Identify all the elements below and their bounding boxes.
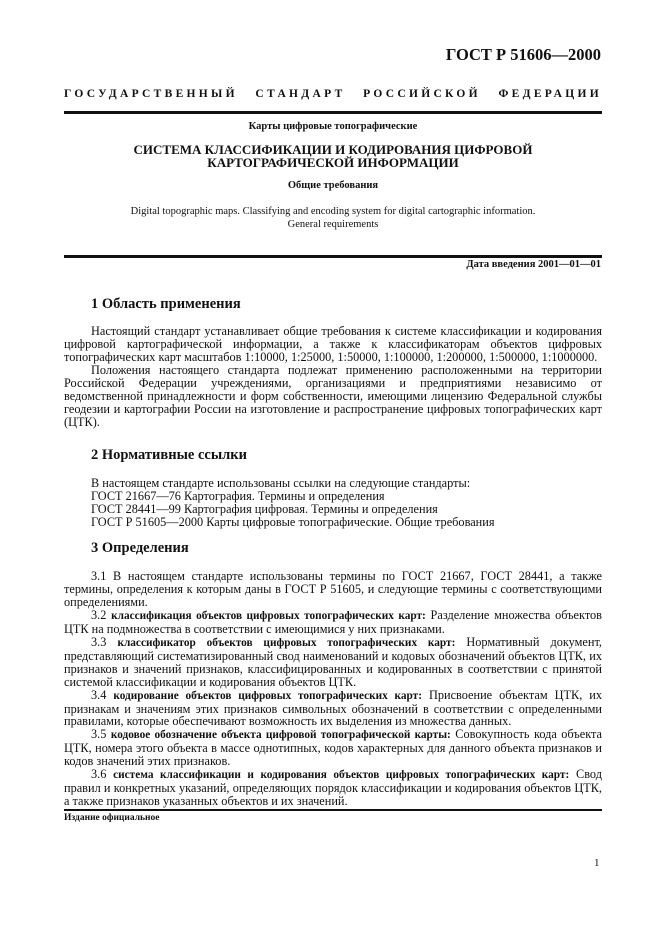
item-number: 3.2 — [91, 607, 112, 622]
document-title — [64, 143, 602, 169]
paragraph: Положения настоящего стандарта подлежат применению расположенными на территории Российской Федерации учреждениями, организациями и предприятиями независимо от ведомственной принадлежности и форм собственности, имеющими лицензию Федеральной службы геодезии и картографии России на изготовление и распространение цифровых топографических карт (ЦТК). — [64, 362, 602, 429]
top-divider — [64, 111, 602, 114]
term: классификация объектов цифровых топографических карт: — [111, 609, 426, 622]
term: система классификации и кодирования объектов цифровых топографических карт: — [113, 769, 570, 782]
official-edition-label: Издание официальное — [64, 813, 160, 823]
references-intro: В настоящем стандарте использованы ссылки на следующие стандарты: — [91, 476, 471, 490]
section-3-heading: 3 Определения — [91, 540, 189, 556]
english-title — [64, 206, 602, 231]
english-title-line-1: Digital topographic maps. Classifying and encoding system for digital cartographic information. — [130, 206, 536, 217]
section-2-references — [91, 477, 495, 529]
paragraph: Настоящий стандарт устанавливает общие требования к системе классификации и кодирования цифровой картографической информации, а также к классификаторам объектов цифровых топографических карт масштабов 1:10000, 1:25000, 1:50000, 1:100000, 1:200000, 1:500000, 1:1000000. — [64, 324, 602, 364]
definition-text: Разделение множества объектов ЦТК на подмножества в соответствии с имеющимися у них признаками. — [64, 607, 602, 636]
date-divider — [64, 255, 602, 258]
document-subtitle: Карты цифровые топографические — [248, 121, 418, 132]
title-line-1: СИСТЕМА КЛАССИФИКАЦИИ И КОДИРОВАНИЯ ЦИФРОВОЙ — [133, 142, 533, 157]
definition-item — [64, 728, 602, 768]
term: классификатор объектов цифровых топографических карт: — [117, 636, 456, 649]
item-number: 3.3 — [91, 634, 118, 649]
item-number: 3.6 — [91, 767, 114, 782]
definition-item — [64, 689, 602, 729]
section-2-heading: 2 Нормативные ссылки — [91, 447, 247, 463]
section-1-heading: 1 Область применения — [91, 296, 241, 312]
reference-item: ГОСТ 28441—99 Картография цифровая. Термины и определения — [91, 502, 438, 516]
definition-item — [64, 570, 602, 609]
term: кодовое обозначение объекта цифровой топографической карты: — [110, 729, 451, 742]
definition-text: Нормативный документ, представляющий систематизированный свод наименований и кодовых обозначений объектов ЦТК, их признаков и значений признаков, классифицированных и кодированных в соответствии с принятой системой классификации и кодирования объектов ЦТК. — [64, 634, 602, 689]
page-number: 1 — [594, 857, 600, 869]
definition-text: Свод правил и конкретных указаний, определяющих порядок классификации и кодирования объектов ЦТК, а также признаков указанных объектов и их значений. — [64, 767, 602, 809]
item-number: 3.1 — [91, 569, 114, 583]
definition-text: Присвоение объектам ЦТК, их признакам и значениям этих признаков символьных обозначений в соответствии с определенными правилами, которые обеспечивают возможность их выделения из множества данных. — [64, 687, 602, 729]
definition-item — [64, 768, 602, 808]
section-3-definitions — [64, 570, 602, 808]
item-number: 3.4 — [91, 687, 114, 702]
definition-item — [64, 636, 602, 689]
section-1-body — [64, 325, 602, 429]
reference-item: ГОСТ 21667—76 Картография. Термины и определения — [91, 489, 385, 503]
item-number: 3.5 — [91, 727, 111, 742]
title-line-2: КАРТОГРАФИЧЕСКОЙ ИНФОРМАЦИИ — [207, 155, 459, 170]
english-title-line-2: General requirements — [287, 218, 379, 230]
state-standard-banner: ГОСУДАРСТВЕННЫЙ СТАНДАРТ РОССИЙСКОЙ ФЕДЕРАЦИИ — [64, 88, 602, 100]
footer-divider — [64, 809, 602, 811]
term: кодирование объектов цифровых топографических карт: — [113, 689, 422, 702]
definition-text: В настоящем стандарте использованы термины по ГОСТ 21667, ГОСТ 28441, а также термины, определения к которым даны в ГОСТ Р 51605, и следующие термины с соответствующими определениями. — [64, 569, 602, 609]
general-requirements-label: Общие требования — [287, 180, 379, 191]
reference-item: ГОСТ Р 51605—2000 Карты цифровые топографические. Общие требования — [91, 515, 495, 529]
effective-date: Дата введения 2001—01—01 — [466, 259, 601, 270]
document-number: ГОСТ Р 51606—2000 — [445, 45, 601, 64]
definition-text: Совокупность кода объекта ЦТК, номера этого объекта в массе однотипных, кодов характерных для данного объекта признаков и кодов значений этих признаков. — [64, 727, 602, 769]
definition-item — [64, 609, 602, 636]
